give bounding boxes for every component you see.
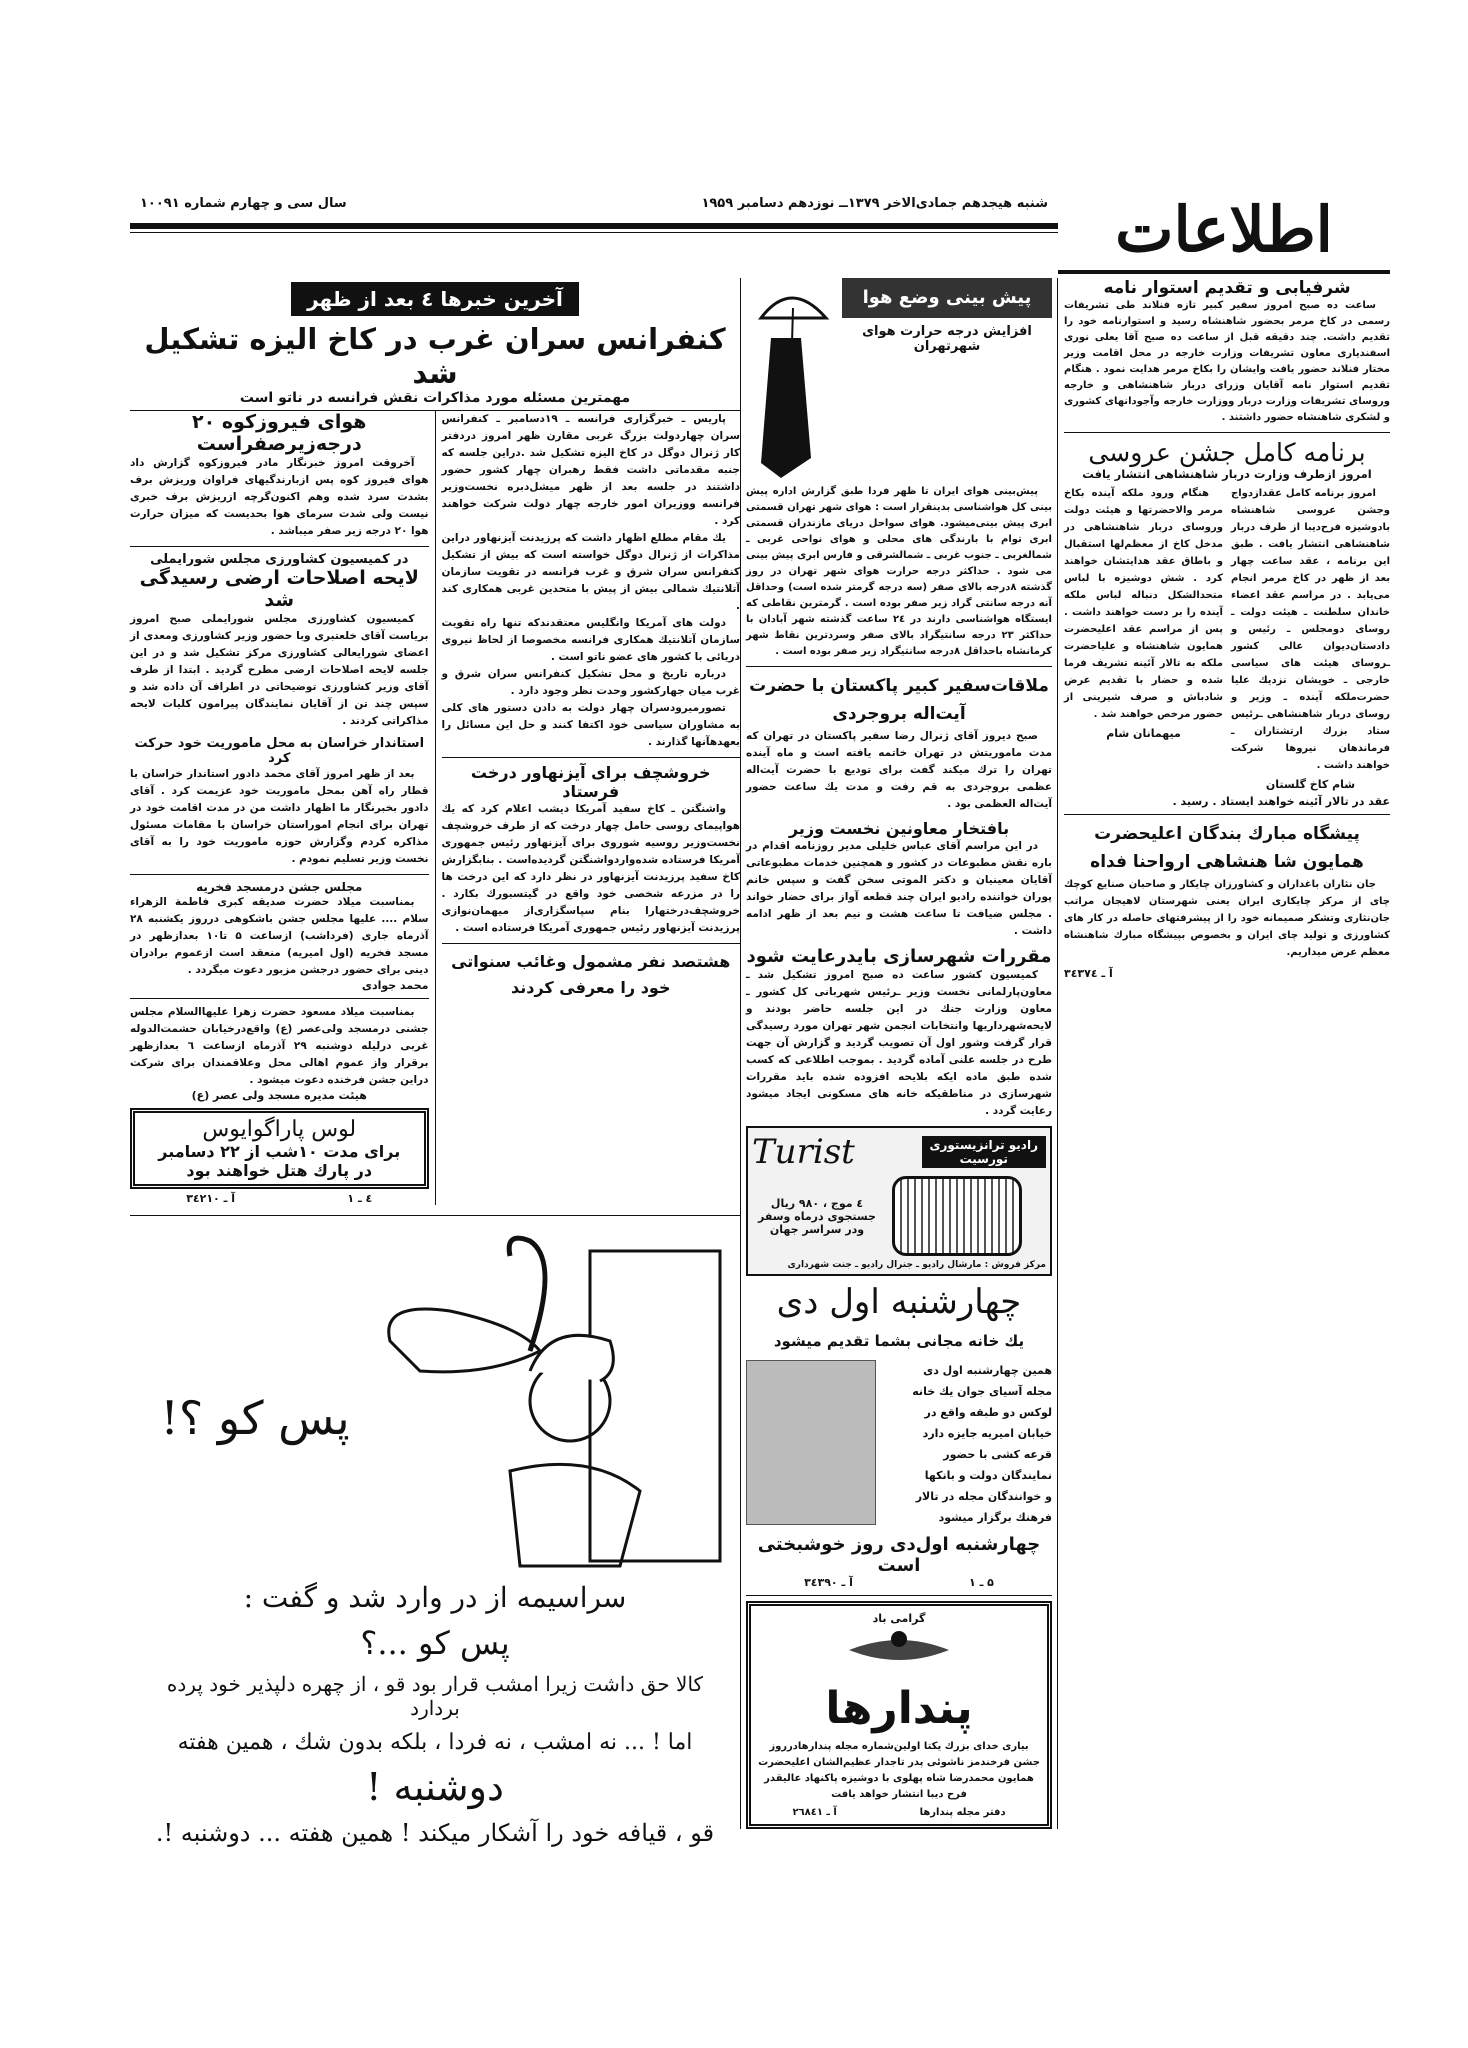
pendarha-magazine-ad: گرامی باد پندارها بیاری خدای بزرك یکتا اولین‌شماره مجله پندارها‌درروز جشن فرخندمز ناشوئی پدر تاجدار عظیم‌الشان اعلیحضرت همایون محمدرضا شاه پهلوی با دوشیزه پاکنهاد عالیقدر فرح دیبا انتشار خواهد یافت دفتر مجله پندارها آ ـ ۲٦۸٤۱ bbox=[746, 1601, 1052, 1829]
right-column bbox=[1058, 278, 1390, 986]
wedding-subhead: شام کاخ گلستان bbox=[1265, 778, 1356, 791]
fakhrieh-notice: مجلس جشن درمسجد فخریه بمناسبت میلاد حضرت صدیقه کبری فاطمة الزهراء سلام .... علیها مجلس جشن باشکوهی درروز یکشنبه ۲۸ آذرماه جاری (فرداشب) ازساعت ۵ تا۱۰ بعدازظهر در مسجد فخریه (اول امیریه) منعقد است ازعموم برادران دینی برای حضور درجشن مزبور دعوت میگردد . محمد جوادی bbox=[130, 880, 429, 992]
lead-subtitle: مهمترین مسئله مورد مذاکرات نقش فرانسه در ناتو است bbox=[239, 390, 631, 406]
house-photo bbox=[746, 1360, 876, 1525]
faravahar-icon bbox=[839, 1625, 959, 1675]
middle-subcolumn bbox=[436, 411, 741, 1001]
lead-headline: کنفرانس سران غرب در کاخ الیزه تشکیل شد bbox=[144, 322, 726, 390]
weather-label: پیش بینی وضع هوا bbox=[842, 278, 1052, 318]
issue-number: سال سی و چهارم شماره ۱۰۰۹۱ bbox=[140, 196, 347, 211]
credentials-article: شرفیابی و تقدیم استوار نامه ساعت ده صبح امروز سفیر کبیر تازه فنلاند طی تشریفات رسمی در کاخ مرمر بحضور شاهنشاه رسید و استوارنامه خود را تقدیم داشت. چند دقیقه قبل از ساعت ده صبح آقا یعلی نوری اسفندیاری معاون تشریفات وزارت خارجه در محل اقامت وزیر مختار فنلاند حضور یافت وایشان را بکاخ مرمر هدایت نمود . هنگام تقدیم استوار نامه آقایان وزرای دربار شاهنشاهی و خارجه وروسای تشریفات وزارت دربار ووزارت خارجه وآجودانهای کشوری و لشکری شاهنشاه حضور داشتند . bbox=[1064, 278, 1390, 423]
ad-code: آ ـ ۳٤۳۷٤ bbox=[1064, 967, 1113, 980]
wedding-program-article: برنامه کامل جشن عروسی امروز ازطرف وزارت دربار شاهنشاهی انتشار یافت هنگام ورود ملکه آینده بکاخ مرمر والاحضرتها و هیئت دولت وروسای دربار شاهنشاهی در مدخل کاخ از معظم‌لها استقبال و باطاق عقد هدایتشان خواهند کرد . شش دوشیزه با لباس متحدالشکل دنباله لباس ملکه آینده را بر دست خواهند داشت . پس از مراسم عقد اعلیحضرت همایون شاهنشاه و علیاحضرت ملکه به تالار آئینه تشریف فرما شده و حضار با تقدیم عرض شادباش و صرف شیرینی از حضور مرخص خواهند شد . میهمانان شام امروز برنامه کامل عقدازدواج وجشن عروسی شاهنشاه بادوشیزه فرح‌دیبا از طرف دربار شاهنشاهی انتشار یافت . طبق این برنامه ، عقد ساعت چهار بعد از ظهر در کاخ مرمر انجام می‌یابد . در مراسم عقد اعضاء خاندان سلطنت ـ هیئت دولت ـ روسای دومجلس ـ رئیس و دادستان‌دیوان عالی کشور ـروسای هیئت های سیاسی خارجی ـ خویشان نزدیك علیا حضرت‌ملکه آینده ـ وزیر و روسای دربار شاهنشاهی ـرئیس ستاد بزرك ارتشتاران ـ فرماندهان نیروها شرکت خواهند داشت . شام کاخ گلستان عقد در تالار آئینه خواهند ایستاد . رسید . bbox=[1064, 438, 1390, 808]
weather-title: افزایش درجه حرارت هوای شهرتهران bbox=[862, 324, 1032, 354]
ad-line: کالا حق داشت زیرا امشب قرار بود قو ، از چهره دلپذیر خود پرده بردارد bbox=[166, 1672, 704, 1720]
land-reform-article: در کمیسیون کشاورزی مجلس شورایملی لایحه اصلاحات ارضی رسیدگی شد کمیسیون کشاورزی مجلس شورایملی صبح امروز بریاست آقای خلعتبری وبا حضور وزیر کشاورزی ومعدی از اعضای شورایعالی کشاورزی مرکز تشکیل شد و در این جلسه لایحه اصلاحات ارضی مطرح گردید . ابتدا از طرف آقای وزیر کشاورزی توضیحاتی در اطراف آن داده شد و سپس چند تن از آقایان نمایندگان پیرامون کلیات لایحه مذاکراتی کردند . bbox=[130, 552, 429, 727]
newspaper-logo: اطلاعات bbox=[1058, 190, 1390, 274]
free-house-ad: چهارشنبه اول دی یك خانه مجانی بشما تقدیم میشود همین چهارشنبه اول دی مجله آسیای جوان یك خانه لوکس دو طبقه واقع در خیابان امیریه جایزه دارد قرعه کشی با حضور نمایندگان دولت و بانکها و خوانندگان مجله در تالار فرهنك برگزار میشود چهارشنبه اول‌دی روز خوشبختی است آ ـ ۳٤۳۹۰ ۵ ـ ۱ bbox=[746, 1282, 1052, 1589]
radio-icon bbox=[892, 1176, 1022, 1256]
press-article: بافتخار معاونین نخست وزیر در این مراسم آقای عباس خلیلی مدیر روزنامه اقدام در باره نقش مطبوعات در کشور و همچنین خدمات مطبوعاتی آقایان معینیان و دکتر الموتی سخن گفت و سپس خانم پوران خواننده رادیو ایران چند قطعه آواز برای حضار خواند . مجلس ضیافت تا ساعت هشت و نیم بعد از ظهر ادامه داشت . bbox=[746, 819, 1052, 937]
urban-article: مقررات شهرسازی بایدرعایت شود کمیسیون کشور ساعت ده صبح امروز تشکیل شد ـ معاون‌پارلمانی نخست وزیر ـرئیس شهربانی کل کشور ـ معاون وزارت جنك در این جلسه حاضر بودند و لایحه‌شهرداریها وانتخابات انجمن شهر تهران مورد رسیدگی قرار گرفت وشور اول آن تصویب گردید و گزارش آن جهت طرح در جلسه علنی آماده گردید . بموجب اطلاعی که کسب شده طبق ماده ایکه بلایحه افزوده شده باید مقررات شهرسازی در مناطقیکه خانه های مسکونی ایجاد میشود رعایت گردد . bbox=[746, 946, 1052, 1117]
left-section bbox=[130, 234, 740, 1867]
paraguayos-ad: لوس پاراگوایوس برای مدت ۱۰شب از ۲۲ دسامبر در پارك هتل خواهند بود bbox=[130, 1108, 429, 1189]
ad-line: پس کو ...؟ bbox=[360, 1624, 510, 1662]
umbrella-man-icon bbox=[746, 278, 836, 478]
wedding-col-2: هنگام ورود ملکه آینده بکاخ مرمر والاحضرتها و هیئت دولت وروسای دربار شاهنشاهی در مدخل کاخ از معظم‌لها استقبال و باطاق عقد هدایتشان خواهند کرد . شش دوشیزه با لباس متحدالشکل دنباله لباس ملکه آینده را بر دست خواهند داشت . پس از مراسم عقد اعلیحضرت همایون شاهنشاه و علیاحضرت ملکه به تالار آئینه تشریف فرما شده و حضار با تقدیم عرض شادباش و صرف شیرینی از حضور مرخص خواهند شد . bbox=[1064, 488, 1223, 720]
wedding-col-1: امروز برنامه کامل عقدازدواج وجشن عروسی شاهنشاه بادوشیزه فرح‌دیبا از طرف دربار شاهنشاهی انتشار یافت . طبق این برنامه ، عقد ساعت چهار بعد از ظهر در کاخ مرمر انجام می‌یابد . در مراسم عقد اعضاء خاندان سلطنت ـ هیئت دولت ـ روسای دومجلس ـ رئیس و دادستان‌دیوان عالی کشور ـروسای هیئت های سیاسی خارجی ـ خویشان نزدیك علیا حضرت‌ملکه آینده ـ وزیر و روسای دربار شاهنشاهی ـرئیس ستاد بزرك ارتشتاران ـ فرماندهان نیروها شرکت خواهند داشت . bbox=[1231, 488, 1390, 771]
ad-question: پس کو ؟! bbox=[160, 1391, 350, 1445]
firuzkuh-article: هوای فیروزکوه ۲۰ درجه‌زیرصفراست آخروقت امروز خبرنگار مادر فیروزکوه گزارش داد هوای فیروز کوه پس ازبارندگیهای فراوان وریزش برف بشدت سرد شده وهم اکنون‌گرچه ازریزش برف خبری نیست ولی شدت سرمای هوا بحدیست که میزان حرارت هوا ۲۰ درجه زیر صفر میباشد . bbox=[130, 411, 429, 537]
ad-line: اما ! ... نه امشب ، نه فردا ، بلکه بدون شك ، همین هفته bbox=[177, 1730, 693, 1755]
newspaper-page bbox=[130, 0, 1390, 1907]
weather-article bbox=[746, 278, 1052, 478]
weather-body: پیش‌بینی هوای ایران تا ظهر فردا طبق گزارش اداره پیش بینی کل هواشناسی بدینقرار است : هوای شهر تهران قسمتی ابری پیش بینی‌میشود. هوای سواحل دریای مازندران قسمتی ابری توام با بارندگی های محلی و هوای نواحی غربی ـ شمالغربی ـ جنوب غربی ـ شمالشرقی و فارس ابری پیش بینی می شود . حداکثر درجه حرارت هوای شهر تهران در روز گذشته ۸درجه بالای صفر (سه درجه گرمتر شده است) وحداقل آنه درجه سانتی گراد زیر صفر بوده است . گرمترین نقاطی که ایستگاه هواشناسی دارند در ۲٤ ساعت گذشته شهر آبادان با حداکثر ۲۳ درجه سانتیگراد بالای صفر وسردترین نقاط شهر کرمانشاه باحداقل ۸درجه سانتیگراد زیر صفر بوده است . bbox=[746, 486, 1053, 657]
latest-news-banner: آخرین خبرها ٤ بعد از ظهر bbox=[291, 282, 579, 316]
tea-growers-article: پیشگاه مبارك بندگان اعلیحضرت همایون شا هنشاهی ارواحنا فداه جان نثاران باغداران و کشاورزان چایکار و صاحبان صنایع کوچك چای از مرکز چایکاری ایران یعنی شهرستان لاهیجان مراتب جان‌نثاری وتشکر صمیمانه خود را از پیشرفتهای حاصله در کار های کشاورزی و تولید چای ایران و بخصوص بپیشگاه مبارك شاهنشاه معظم عرض میداریم. آ ـ ۳٤۳۷٤ bbox=[1064, 824, 1390, 980]
ad-line: سراسیمه از در وارد شد و گفت : bbox=[243, 1581, 627, 1614]
wedding-end: عقد در تالار آئینه خواهند ایستاد . رسید . bbox=[1172, 795, 1390, 808]
ad-code: آ ـ ۳٤۲۱۰ bbox=[186, 1192, 235, 1205]
qu-swan-ad bbox=[130, 1221, 740, 1867]
wedding-subhead: میهمانان شام bbox=[1106, 727, 1181, 740]
khrushchev-article: خروشچف برای آیزنهاور درخت فرستاد واشنگتن ـ کاخ سفید آمریکا دیشب اعلام کرد که یك هواپیمای روسی حامل چهار درخت که از طرف خروشچف نخست‌وزیر روسیه شوروی برای آیزنهاور رئیس جمهوری آمریکا فرستاده شده‌واردواشنگتن گردیده‌است . بنابگزارش کاخ سفید پرزیدنت آیزنهاور در نظر دارد که این درخت ها را در مزرعه شخصی خود واقع در گیتسبورك بکارد . خروشچف‌درختهارا بنام سپاسگزاری‌از میهمان‌نوازی پرزیدنت آیزنهاور رئیس جمهوری آمریکا فرستاده است . bbox=[441, 763, 740, 934]
issue-date: شنبه هیجدهم جمادی‌الاخر ۱۳۷۹ــ نوزدهم دسامبر ۱۹۵۹ bbox=[701, 196, 1048, 211]
ad-code: ٤ ـ ۱ bbox=[347, 1192, 373, 1205]
valiasr-notice: بمناسبت میلاد مسعود حضرت زهرا علیهاالسلام مجلس جشنی درمسجد ولی‌عصر (ع) واقع‌درخیابان حشمت‌الدوله غربی درلیله دوشنبه ۲۹ آذرماه ازساعت ٦ بعدازظهر برقرار واز عموم اهالی محل وعلاقمندان برای شرکت دراین جشن فرخنده دعوت میشود . هیئت مدیره مسجد ولی عصر (ع) bbox=[130, 1006, 429, 1102]
middle-right-column bbox=[740, 278, 1058, 1829]
ad-line: دوشنبه ! bbox=[366, 1765, 504, 1809]
swan-and-chef-illustration bbox=[370, 1231, 730, 1571]
left-subcolumn bbox=[130, 411, 436, 1205]
khorasan-article: استاندار خراسان به محل ماموریت خود حرکت کرد بعد از ظهر امروز آقای محمد دادور استاندار خراسان با قطار راه آهن بمحل ماموریت خود عزیمت کرد . آقای دادور بخبرنگار ما اظهار داشت من در مدت اقامت خود در تهران برای انجام اموراستان خراسان با مقامات مسئول مذاکره کردم وگزارش حوزه ماموریت خود را به آقای نخست وزیر تسلیم نمودم . bbox=[130, 736, 429, 865]
lead-article: پاریس ـ خبرگزاری فرانسه ـ ۱۹دسامبر ـ کنفرانس سران چهاردولت بزرگ غربی مقارن ظهر امروز دردفتر کار ژنرال دوگل در کاخ الیزه تشکیل شد .دراین جلسه که جنبه مقدماتی داشت فقط رهبران چهار کشور حضور داشتند در جلسه بعد از ظهر میشل‌دبره نخست‌وزیر فرانسه ووزیران امور خارجه چهار دولت شرکت خواهند کرد . یك مقام مطلع اظهار داشت که پرزیدنت آیزنهاور دراین مذاکرات از ژنرال دوگل خواسته است که بیش از تشکیل کنفرانس سران شرق و غرب فرانسه در تقویت سازمان آتلانتیك شمالی بیش از پیش با متحدین غربی همکاری کند . دولت های آمریکا وانگلیس معتقدندکه تنها راه تقویت سازمان آتلانتیك همکاری فرانسه مخصوصا از لحاظ نیروی دریائی با کشور های عضو ناتو است . درباره تاریخ و محل تشکیل کنفرانس سران شرق و غرب میان جهارکشور وحدت نظر وجود دارد . تصورمیرودسران چهار دولت به دادن دستور های کلی به مشاوران سیاسی خود اکتفا کنند و حل این مسائل را بعهدهآنها گذارند . bbox=[441, 413, 740, 748]
turist-radio-ad: Turist رادیو ترانزیستوری تورسیت ٤ موج ، ۹۸۰ ریال جستجوی درماه وسفر ودر سراسر جهان مرکز فروش : مارشال رادیو ـ جنرال رادیو ـ جنت شهرداری bbox=[746, 1126, 1052, 1276]
pakistan-article: ملاقات‌سفیر کبیر پاکستان با حضرت آیت‌اله بروجردی صبح دیروز آقای ژنرال رضا سفیر پاکستان در تهران که مدت ماموریتش در تهران خاتمه یافته است و ماه آینده تهران را ترك میکند گفت برای تودیع با حضرت آیت‌اله عظمی بروجردی به قم رفت و مدت یك ساعت حضور آیت‌اله العظمی بود . bbox=[746, 676, 1052, 810]
conscripts-headline: هشتصد نفر مشمول وغائب سنواتی خود را معرفی کردند bbox=[451, 952, 731, 997]
ad-line: قو ، قیافه خود را آشکار میکند ! همین هفته ... دوشنبه !. bbox=[155, 1819, 715, 1847]
